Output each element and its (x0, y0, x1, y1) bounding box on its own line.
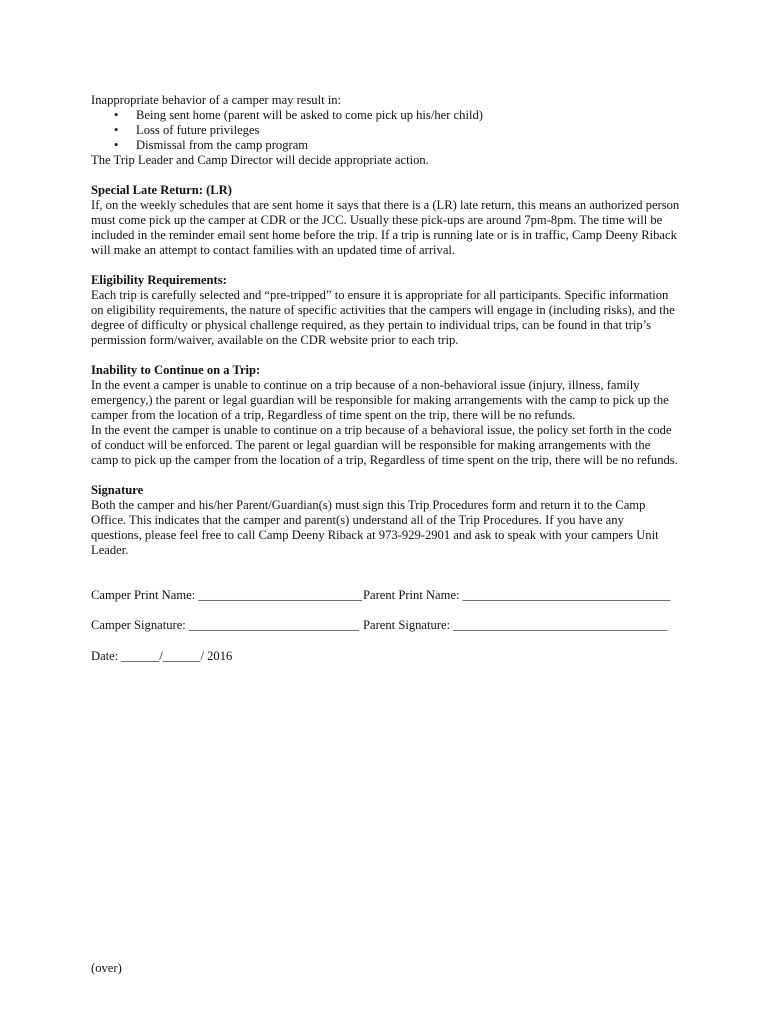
paragraph-line: If, on the weekly schedules that are sent home it says that there is a (LR) late return, this means an authorized person (91, 198, 680, 212)
date-field[interactable]: Date: ______/______/ 2016 (91, 649, 233, 663)
inability-heading: Inability to Continue on a Trip: (91, 363, 261, 377)
over-note: (over) (91, 961, 122, 975)
paragraph-line: on eligibility requirements, the nature of specific activities that the campers will engage in (including risks), and the (91, 303, 675, 317)
bullet-icon: • (114, 138, 119, 152)
signature-row (91, 618, 668, 633)
paragraph-line: Each trip is carefully selected and “pre-tripped” to ensure it is appropriate for all participants. Specific information (91, 288, 669, 302)
paragraph-line: included in the reminder email sent home before the trip. If a trip is running late or is in traffic, Camp Deeny Riback (91, 228, 677, 242)
behavior-consequences-list (91, 108, 691, 153)
behavior-closing: The Trip Leader and Camp Director will decide appropriate action. (91, 153, 429, 167)
paragraph-line: permission form/waiver, available on the CDR website prior to each trip. (91, 333, 459, 347)
paragraph-line: In the event a camper is unable to continue on a trip because of a non-behavioral issue (injury, illness, family (91, 378, 640, 392)
list-item: • Dismissal from the camp program (114, 138, 309, 152)
list-item: • Being sent home (parent will be asked to come pick up his/her child) (114, 108, 483, 122)
paragraph-line: emergency,) the parent or legal guardian will be responsible for making arrangements with the camp to pick up the (91, 393, 669, 407)
paragraph-line: must come pick up the camper at CDR or the JCC. Usually these pick-ups are around 7pm-8pm. The time will be (91, 213, 663, 227)
signature-heading: Signature (91, 483, 144, 497)
paragraph-line: will make an attempt to contact families with an updated time of arrival. (91, 243, 456, 257)
eligibility-heading: Eligibility Requirements: (91, 273, 227, 287)
parent-print-name-field[interactable]: Parent Print Name: _________________________________ (363, 588, 671, 602)
paragraph-line: questions, please feel free to call Camp Deeny Riback at 973-929-2901 and ask to speak with your campers Unit (91, 528, 659, 542)
camper-print-name-field[interactable]: Camper Print Name: __________________________ (91, 588, 363, 602)
bullet-icon: • (114, 108, 119, 122)
late-return-heading: Special Late Return: (LR) (91, 183, 232, 197)
list-item: • Loss of future privileges (114, 123, 260, 137)
behavior-intro: Inappropriate behavior of a camper may result in: (91, 93, 342, 107)
paragraph-line: Office. This indicates that the camper and parent(s) understand all of the Trip Procedures. If you have any (91, 513, 624, 527)
document-body (91, 93, 691, 558)
camper-signature-field[interactable]: Camper Signature: ___________________________ (91, 618, 359, 632)
date-row (91, 649, 232, 664)
paragraph-line: of conduct will be enforced. The parent or legal guardian will be responsible for making arrangements with the (91, 438, 651, 452)
bullet-icon: • (114, 123, 119, 137)
parent-signature-field[interactable]: Parent Signature: __________________________________ (363, 618, 668, 632)
paragraph-line: Leader. (91, 543, 129, 557)
paragraph-line: In the event the camper is unable to continue on a trip because of a behavioral issue, the policy set forth in the code (91, 423, 672, 437)
paragraph-line: camper from the location of a trip, Regardless of time spent on the trip, there will be no refunds. (91, 408, 576, 422)
paragraph-line: Both the camper and his/her Parent/Guardian(s) must sign this Trip Procedures form and return it to the Camp (91, 498, 646, 512)
print-name-row (91, 588, 671, 603)
paragraph-line: camp to pick up the camper from the location of a trip, Regardless of time spent on the trip, there will be no refunds. (91, 453, 678, 467)
paragraph-line: degree of difficulty or physical challenge required, as they pertain to individual trips, can be found in that trip’s (91, 318, 652, 332)
